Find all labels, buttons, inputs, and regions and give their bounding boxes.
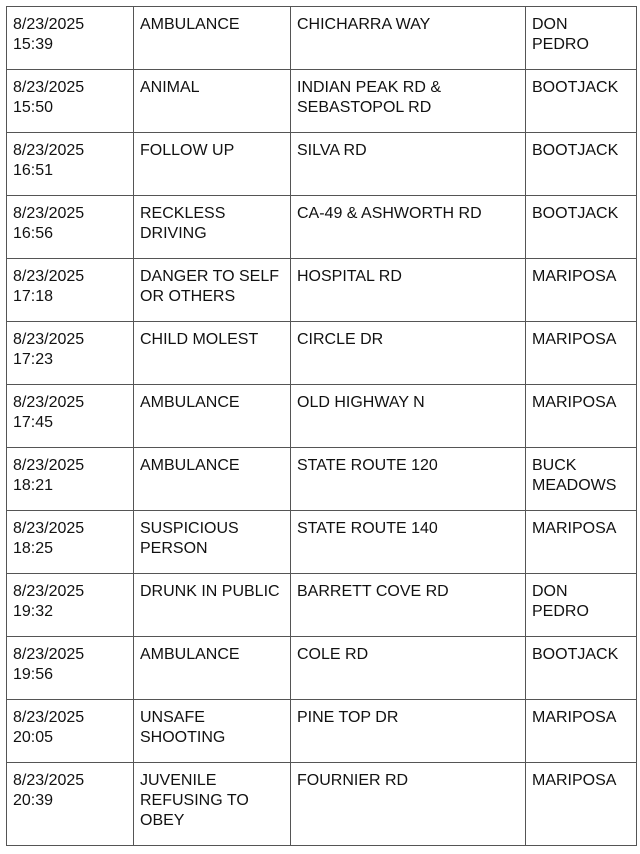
type-text: CHILD MOLEST xyxy=(140,331,259,348)
table-row xyxy=(7,763,637,846)
area-cell xyxy=(526,322,637,385)
datetime-cell xyxy=(7,70,134,133)
address-text: OLD HIGHWAY N xyxy=(297,394,425,411)
address-cell xyxy=(291,448,526,511)
datetime-cell xyxy=(7,322,134,385)
address-text: FOURNIER RD xyxy=(297,772,409,789)
datetime-cell xyxy=(7,574,134,637)
area-text: DON PEDRO xyxy=(532,583,589,620)
time-text: 19:56 xyxy=(13,666,54,683)
area-cell xyxy=(526,700,637,763)
type-text: FOLLOW UP xyxy=(140,142,235,159)
date-text: 8/23/2025 xyxy=(13,772,85,789)
area-cell xyxy=(526,637,637,700)
table-row xyxy=(7,637,637,700)
area-cell xyxy=(526,763,637,846)
type-text: DANGER TO SELF OR OTHERS xyxy=(140,268,279,305)
datetime-cell xyxy=(7,385,134,448)
date-text: 8/23/2025 xyxy=(13,16,85,33)
type-text: AMBULANCE xyxy=(140,394,240,411)
datetime-cell xyxy=(7,763,134,846)
area-text: MARIPOSA xyxy=(532,331,617,348)
date-text: 8/23/2025 xyxy=(13,709,85,726)
address-text: HOSPITAL RD xyxy=(297,268,402,285)
type-text: UNSAFE SHOOTING xyxy=(140,709,226,746)
address-text: SILVA RD xyxy=(297,142,367,159)
time-text: 16:56 xyxy=(13,225,54,242)
type-text: SUSPICIOUS PERSON xyxy=(140,520,239,557)
datetime-cell xyxy=(7,700,134,763)
type-text: AMBULANCE xyxy=(140,16,240,33)
area-text: MARIPOSA xyxy=(532,268,617,285)
table-row xyxy=(7,511,637,574)
address-text: STATE ROUTE 120 xyxy=(297,457,438,474)
table-row xyxy=(7,133,637,196)
date-text: 8/23/2025 xyxy=(13,142,85,159)
incident-type-cell xyxy=(134,511,291,574)
area-text: MARIPOSA xyxy=(532,772,617,789)
address-text: STATE ROUTE 140 xyxy=(297,520,438,537)
address-text: COLE RD xyxy=(297,646,369,663)
incident-type-cell xyxy=(134,763,291,846)
address-cell xyxy=(291,637,526,700)
time-text: 17:23 xyxy=(13,351,54,368)
address-cell xyxy=(291,259,526,322)
datetime-cell xyxy=(7,196,134,259)
address-cell xyxy=(291,511,526,574)
address-cell xyxy=(291,700,526,763)
type-text: AMBULANCE xyxy=(140,646,240,663)
address-cell xyxy=(291,385,526,448)
incident-type-cell xyxy=(134,322,291,385)
address-cell xyxy=(291,7,526,70)
incident-log-table xyxy=(6,6,637,846)
time-text: 16:51 xyxy=(13,162,54,179)
date-text: 8/23/2025 xyxy=(13,205,85,222)
time-text: 17:18 xyxy=(13,288,54,305)
area-cell xyxy=(526,70,637,133)
address-text: CIRCLE DR xyxy=(297,331,384,348)
area-cell xyxy=(526,259,637,322)
area-text: BUCK MEADOWS xyxy=(532,457,617,494)
incident-type-cell xyxy=(134,70,291,133)
date-text: 8/23/2025 xyxy=(13,520,85,537)
area-text: MARIPOSA xyxy=(532,520,617,537)
table-row xyxy=(7,259,637,322)
area-cell xyxy=(526,574,637,637)
incident-type-cell xyxy=(134,385,291,448)
time-text: 15:39 xyxy=(13,36,54,53)
type-text: JUVENILE REFUSING TO OBEY xyxy=(140,772,249,829)
date-text: 8/23/2025 xyxy=(13,268,85,285)
table-row xyxy=(7,448,637,511)
address-text: BARRETT COVE RD xyxy=(297,583,449,600)
incident-type-cell xyxy=(134,196,291,259)
time-text: 19:32 xyxy=(13,603,54,620)
area-text: DON PEDRO xyxy=(532,16,589,53)
table-row xyxy=(7,196,637,259)
type-text: RECKLESS DRIVING xyxy=(140,205,226,242)
type-text: ANIMAL xyxy=(140,79,200,96)
incident-type-cell xyxy=(134,637,291,700)
address-text: INDIAN PEAK RD & SEBASTOPOL RD xyxy=(297,79,442,116)
address-cell xyxy=(291,763,526,846)
datetime-cell xyxy=(7,7,134,70)
table-row xyxy=(7,574,637,637)
date-text: 8/23/2025 xyxy=(13,79,85,96)
table-row xyxy=(7,322,637,385)
area-cell xyxy=(526,448,637,511)
area-cell xyxy=(526,511,637,574)
address-cell xyxy=(291,196,526,259)
address-cell xyxy=(291,70,526,133)
time-text: 18:25 xyxy=(13,540,54,557)
time-text: 20:05 xyxy=(13,729,54,746)
time-text: 15:50 xyxy=(13,99,54,116)
time-text: 17:45 xyxy=(13,414,54,431)
incident-type-cell xyxy=(134,133,291,196)
date-text: 8/23/2025 xyxy=(13,583,85,600)
incident-type-cell xyxy=(134,700,291,763)
date-text: 8/23/2025 xyxy=(13,394,85,411)
area-cell xyxy=(526,133,637,196)
incident-type-cell xyxy=(134,259,291,322)
table-row xyxy=(7,700,637,763)
type-text: AMBULANCE xyxy=(140,457,240,474)
address-cell xyxy=(291,322,526,385)
address-cell xyxy=(291,574,526,637)
area-text: BOOTJACK xyxy=(532,205,619,222)
area-cell xyxy=(526,7,637,70)
datetime-cell xyxy=(7,133,134,196)
table-row xyxy=(7,70,637,133)
address-text: PINE TOP DR xyxy=(297,709,399,726)
time-text: 18:21 xyxy=(13,477,54,494)
datetime-cell xyxy=(7,637,134,700)
datetime-cell xyxy=(7,448,134,511)
area-text: MARIPOSA xyxy=(532,709,617,726)
table-row xyxy=(7,385,637,448)
datetime-cell xyxy=(7,511,134,574)
date-text: 8/23/2025 xyxy=(13,646,85,663)
incident-type-cell xyxy=(134,7,291,70)
incident-type-cell xyxy=(134,574,291,637)
address-cell xyxy=(291,133,526,196)
address-text: CHICHARRA WAY xyxy=(297,16,431,33)
area-text: MARIPOSA xyxy=(532,394,617,411)
address-text: CA-49 & ASHWORTH RD xyxy=(297,205,482,222)
area-text: BOOTJACK xyxy=(532,142,619,159)
area-text: BOOTJACK xyxy=(532,79,619,96)
time-text: 20:39 xyxy=(13,792,54,809)
date-text: 8/23/2025 xyxy=(13,457,85,474)
type-text: DRUNK IN PUBLIC xyxy=(140,583,280,600)
datetime-cell xyxy=(7,259,134,322)
table-row xyxy=(7,7,637,70)
incident-log-body xyxy=(7,7,637,846)
area-cell xyxy=(526,196,637,259)
date-text: 8/23/2025 xyxy=(13,331,85,348)
area-cell xyxy=(526,385,637,448)
incident-type-cell xyxy=(134,448,291,511)
area-text: BOOTJACK xyxy=(532,646,619,663)
